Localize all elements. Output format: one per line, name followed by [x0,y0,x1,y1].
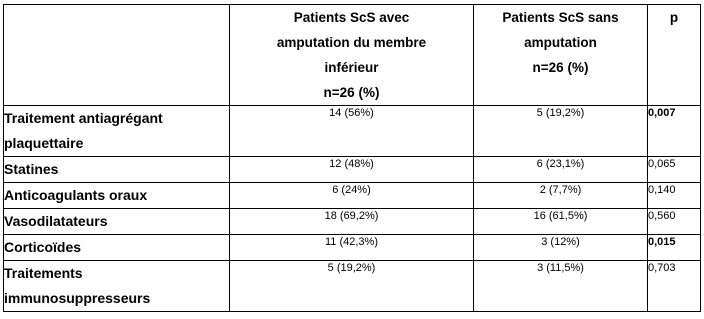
header-without-amputation [474,5,648,106]
row-label [4,261,230,312]
header-without-amputation-line: n=26 (%) [532,60,589,75]
row-label [4,106,230,157]
header-without-amputation-line: amputation [524,35,597,50]
header-with-amputation-line: inférieur [324,60,379,75]
p-value: 0,560 [648,209,701,235]
row-label-line: immunosuppresseurs [4,290,151,306]
with-amputation-value: 6 (24%) [230,183,474,209]
row-label-line: Traitements [4,265,83,281]
row-label [4,235,230,261]
table-header-row [4,5,701,106]
without-amputation-value: 3 (12%) [474,235,648,261]
p-value: 0,703 [648,261,701,312]
row-label [4,183,230,209]
header-with-amputation-line: n=26 (%) [323,85,380,100]
header-with-amputation [230,5,474,106]
without-amputation-value: 16 (61,5%) [474,209,648,235]
table-row [4,106,701,157]
with-amputation-value: 12 (48%) [230,157,474,183]
row-label-line: Corticoïdes [4,239,82,255]
header-with-amputation-line: Patients ScS avec [293,10,410,25]
header-empty-cell [4,5,230,106]
header-without-amputation-line: Patients ScS sans [502,10,619,25]
without-amputation-value: 3 (11,5%) [474,261,648,312]
table-row [4,209,701,235]
row-label-line: plaquettaire [4,135,84,151]
header-p-value: p [648,5,701,106]
row-label [4,157,230,183]
with-amputation-value: 11 (42,3%) [230,235,474,261]
header-with-amputation-line: amputation du membre [276,35,427,50]
p-value: 0,065 [648,157,701,183]
row-label-line: Traitement antiagrégant [4,110,163,126]
treatments-table [3,4,701,312]
without-amputation-value: 5 (19,2%) [474,106,648,157]
row-label-line: Anticoagulants oraux [4,187,148,203]
with-amputation-value: 14 (56%) [230,106,474,157]
p-value: 0,007 [648,106,701,157]
row-label-line: Statines [4,161,59,177]
table-row [4,157,701,183]
p-value: 0,140 [648,183,701,209]
table-row [4,183,701,209]
row-label-line: Vasodilatateurs [4,213,108,229]
with-amputation-value: 18 (69,2%) [230,209,474,235]
row-label [4,209,230,235]
without-amputation-value: 6 (23,1%) [474,157,648,183]
table-row [4,261,701,312]
without-amputation-value: 2 (7,7%) [474,183,648,209]
table-row [4,235,701,261]
with-amputation-value: 5 (19,2%) [230,261,474,312]
p-value: 0,015 [648,235,701,261]
